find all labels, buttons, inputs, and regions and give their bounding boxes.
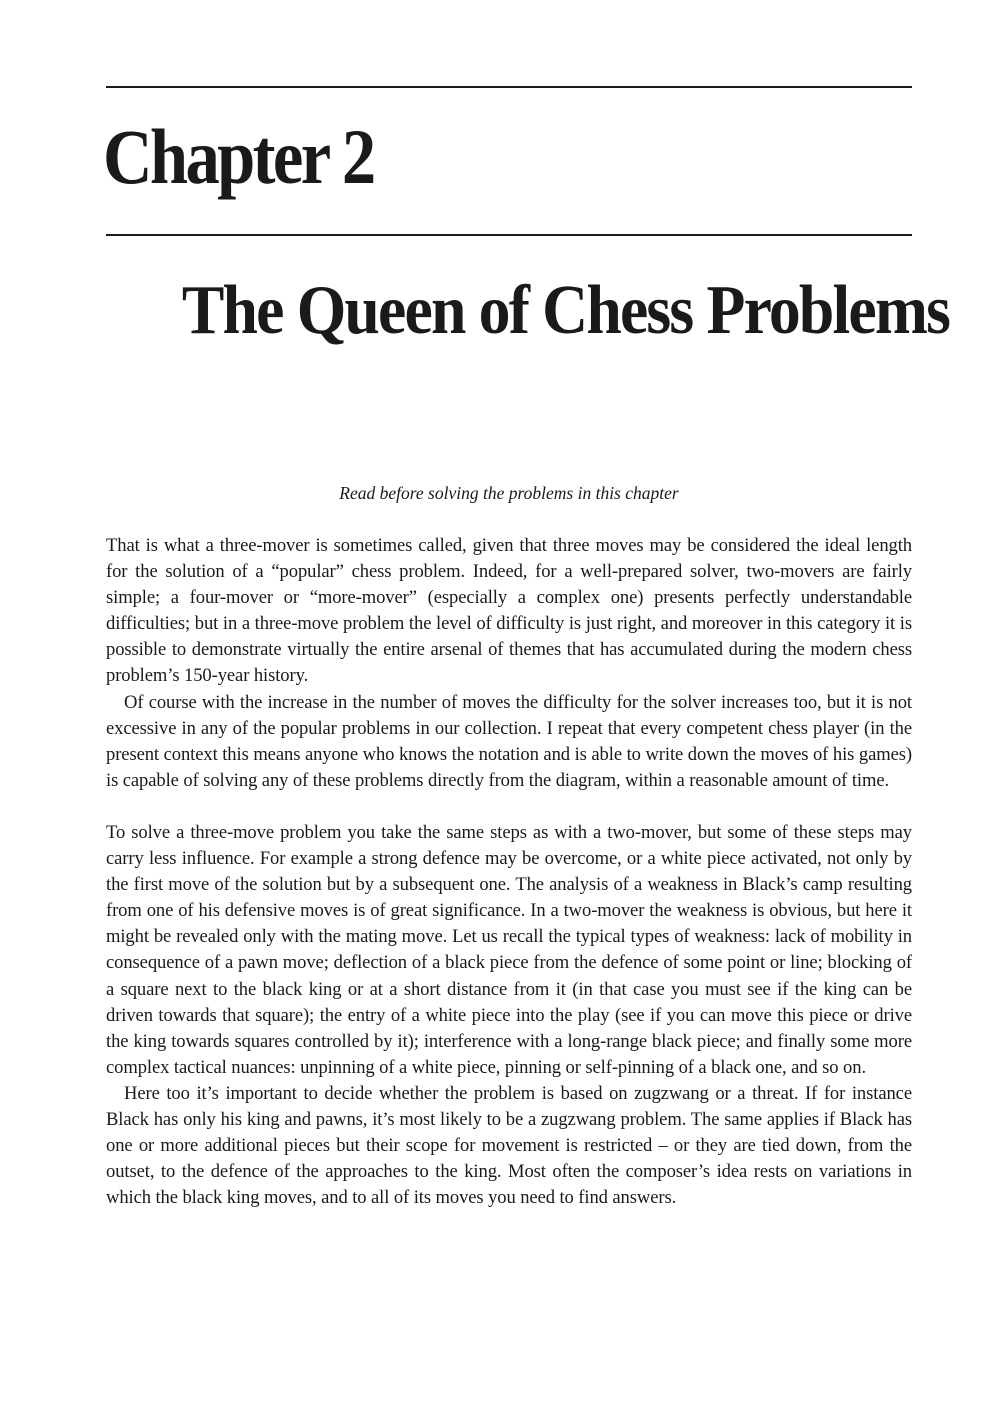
epigraph: Read before solving the problems in this chapter <box>339 483 679 503</box>
paragraph: To solve a three-move problem you take the same steps as with a two-mover, but some of these steps may carry less influence. For example a strong defence may be overcome, or a white piece activated, not only by the first move of the solution but by a subsequent one. The analysis of a weakness in Black’s camp resulting from one of his defensive moves is of great significance. In a two-mover the weakness is obvious, but here it might be revealed only with the mating move. Let us recall the typical types of weakness: lack of mobility in consequence of a pawn move; deflection of a black piece from the defence of some point or line; blocking of a square next to the black king or at a short distance from it (in that case you must see if the king can be driven towards that square); the entry of a white piece into the play (see if you can move this piece or drive the king towards squares controlled by it); interference with a long-range black piece; and finally some more complex tactical nuances: unpinning of a white piece, pinning or self-pinning of a black one, and so on. <box>106 821 912 1078</box>
chapter-title <box>106 266 950 356</box>
top-rule <box>106 86 912 88</box>
book-page <box>103 0 950 1412</box>
chapter-label: Chapter 2 <box>103 113 374 200</box>
chapter-title-text: The Queen of Chess Problems <box>181 272 950 349</box>
paragraph: That is what a three-mover is sometimes called, given that three moves may be considered the ideal length for the solution of a “popular” chess problem. Indeed, for a well-prepared solver, two-movers are fairly simple; a four-mover or “more-mover” (especially a complex one) presents perfectly understandable difficulties; but in a three-move problem the level of difficulty is just right, and moreover in this category it is possible to demonstrate virtually the entire arsenal of themes that has accumulated during the modern chess problem’s 150-year history. <box>106 535 912 687</box>
body-text <box>106 533 912 1211</box>
paragraph: Here too it’s important to decide whether the problem is based on zugzwang or a threat. If for instance Black has only his king and pawns, it’s most likely to be a zugzwang problem. The same applies if Black has one or more additional pieces but their scope for movement is restricted – or they are tied down, from the outset, to the defence of the approaches to the king. Most often the composer’s idea rests on variations in which the black king moves, and to all of its moves you need to find answers. <box>106 1082 912 1209</box>
paragraph: Of course with the increase in the number of moves the difficulty for the solver increases too, but it is not excessive in any of the popular problems in our collection. I repeat that every competent chess player (in the present context this means anyone who knows the notation and is able to write down the moves of his games) is capable of solving any of these problems directly from the diagram, within a reasonable amount of time. <box>106 691 912 791</box>
middle-rule <box>106 234 912 236</box>
